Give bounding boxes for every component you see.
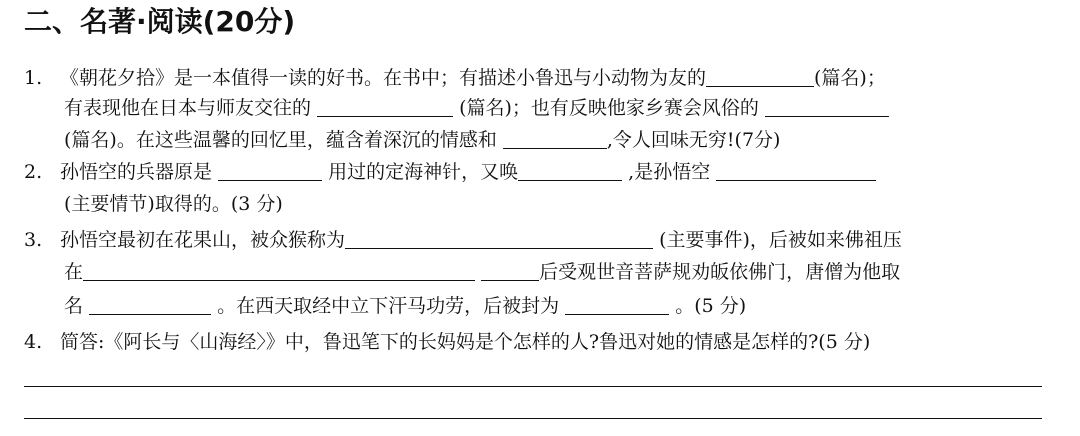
q4-text: 简答:《阿长与〈山海经〉》中，鲁迅笔下的长妈妈是个怎样的人?鲁迅对她的情感是怎样的?(5 分) — [60, 331, 871, 353]
q3-blank-4[interactable] — [89, 294, 211, 315]
answer-line-2[interactable] — [24, 418, 1042, 419]
q1-line-1 — [24, 64, 886, 92]
q3-text-3c: 。(5 分) — [675, 295, 747, 317]
q3-number: 3. — [24, 229, 43, 251]
q3-text-2a: 在 — [64, 261, 84, 283]
q3-line-1 — [24, 226, 902, 254]
q1-line-3 — [64, 126, 780, 154]
answer-line-1[interactable] — [24, 386, 1042, 387]
q1-text-1b: (篇名)； — [814, 67, 886, 89]
q2-text-1a: 孙悟空的兵器原是 — [60, 161, 213, 183]
q1-text-3b: ,令人回味无穷!(7分) — [606, 129, 781, 151]
q3-blank-5[interactable] — [565, 294, 669, 315]
q3-text-3a: 名 — [64, 295, 84, 317]
q2-text-2a: (主要情节)取得的。(3 分) — [64, 193, 283, 215]
q4-line-1 — [24, 328, 870, 356]
q2-blank-2[interactable] — [518, 160, 622, 181]
q3-text-1b: (主要事件)，后被如来佛祖压 — [659, 229, 902, 251]
q3-blank-2[interactable] — [83, 260, 475, 281]
q1-number: 1. — [24, 67, 43, 89]
q3-blank-3[interactable] — [481, 260, 539, 281]
q2-blank-1[interactable] — [218, 160, 322, 181]
q1-blank-2[interactable] — [317, 96, 453, 117]
q3-text-2b: 后受观世音菩萨规劝皈依佛门，唐僧为他取 — [539, 261, 901, 283]
q1-text-3a: (篇名)。在这些温馨的回忆里，蕴含着深沉的情感和 — [64, 129, 497, 151]
q2-text-1b: 用过的定海神针，又唤 — [328, 161, 519, 183]
q1-blank-3[interactable] — [765, 96, 889, 117]
q3-blank-1[interactable] — [345, 228, 653, 249]
q3-line-3 — [64, 292, 746, 320]
q2-text-1c: ,是孙悟空 — [628, 161, 711, 183]
q2-line-2 — [64, 190, 283, 218]
q1-text-1a: 《朝花夕拾》是一本值得一读的好书。在书中；有描述小鲁迅与小动物为友的 — [60, 67, 707, 89]
q2-number: 2. — [24, 161, 43, 183]
q4-number: 4. — [24, 331, 43, 353]
q3-text-3b: 。在西天取经中立下汗马功劳，后被封为 — [217, 295, 560, 317]
q1-text-2b: (篇名)；也有反映他家乡赛会风俗的 — [459, 97, 759, 119]
q1-blank-1[interactable] — [706, 66, 814, 87]
q1-line-2 — [64, 94, 889, 122]
section-title: 二、名著·阅读(20分) — [24, 5, 296, 38]
q3-text-1a: 孙悟空最初在花果山，被众猴称为 — [60, 229, 346, 251]
q2-line-1 — [24, 158, 876, 186]
q1-text-2a: 有表现他在日本与师友交往的 — [64, 97, 312, 119]
q1-blank-4[interactable] — [503, 128, 607, 149]
q3-line-2 — [64, 258, 900, 286]
q2-blank-3[interactable] — [716, 160, 876, 181]
